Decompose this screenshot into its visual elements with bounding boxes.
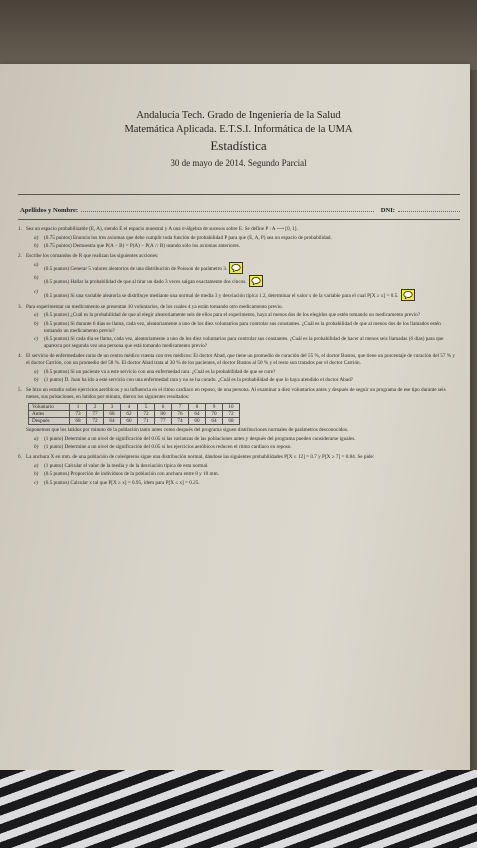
comment-bubble-icon[interactable] [229, 262, 243, 274]
question-note: Suponemos que los latidos por minuto de la población tanto antes como después del programa siguen distribuciones normales de parámetros desconocidos. [26, 427, 349, 433]
sub-label: b) [34, 275, 39, 281]
table-cell: 10 [223, 404, 240, 411]
sub-label: b) [34, 471, 39, 477]
table-cell: 4 [121, 404, 138, 411]
question-text: La anchura X en mm. de una población de coleópteros sigue una distribución normal, dándose las siguientes probabilidades P[X ≤ 12] = 0.7 y P[X ≥ 7] = 0.84. Se pide: [26, 454, 375, 460]
sub-text: (0.75 puntos) Enuncia los tres axiomas que debe cumplir toda función de probabilidad P para que (E, A, P) sea un espacio de probabilidad. [44, 234, 332, 241]
header-date: 30 de mayo de 2014. Segundo Parcial [170, 157, 307, 168]
question-text: Se hizo un estudio sobre ejercicios aeróbicos y su influencia en el ritmo cardiaco en reposo, de una persona. Al examinar a diez voluntarios antes y después de seguir un programa de ese tipo durante seis meses, sus pulsaciones, en latidos por minuto, dieron los siguientes resultados: [26, 387, 446, 400]
question-number: 6. [18, 454, 22, 460]
question-text: Escribe los comandos de R que realizan las siguientes acciones: [26, 253, 159, 259]
question-text: Para experimentar un medicamento se presentan 10 voluntarios, de los cuales 4 ya están tomando otro medicamento previo. [26, 303, 283, 310]
questions-section [18, 226, 458, 490]
background-top [0, 0, 477, 70]
sub-label: a) [34, 435, 39, 442]
sub-text: (0.5 puntos) Si durante 6 días se llama, cada vez, aleatoriamente a uno de los diez voluntarios para controlar sus constantes. ¿Cuál es la probabilidad de que al menos dos de los llamados estén tomando un medicamento previo? [44, 320, 441, 334]
sub-text: (0.5 puntos) Si cada día se llama, cada vez, aleatoriamente a uno de los diez voluntarios para controlar sus constantes. ¿Cuál es la probabilidad de hacer al menos seis llamadas (6 días) para que aparezca por segunda vez una persona que está tomando medicamento previo? [44, 336, 444, 349]
sub-text: (1 punto) Determine a un nivel de significación del 0.05 si las varianzas de las poblaciones antes y después del programa pueden considerarse iguales. [44, 435, 356, 442]
table-cell: 64 [206, 418, 223, 425]
question-number: 3. [18, 303, 22, 310]
divider-top [18, 194, 460, 195]
table-row-header: Después [29, 418, 70, 425]
table-cell: 68 [223, 418, 240, 425]
table-cell: 74 [172, 418, 189, 425]
dni-field[interactable] [398, 206, 460, 212]
table-row-header: Antes [29, 411, 70, 418]
dni-label: DNI: [380, 207, 395, 214]
table-cell: 77 [155, 418, 172, 425]
question-text: Sea un espacio probabilizable (E, A), siendo E el espacio muestral y A una σ-álgebra de sucesos sobre E. Se define P : A ⟶ [0, 1]. [26, 226, 298, 232]
table-row [29, 411, 240, 418]
sub-text: (0.5 puntos) Hallar la probabilidad de que al tirar un dado 3 veces salgan exactamente dos cincos. [44, 279, 247, 285]
sub-label: a) [34, 312, 39, 318]
name-field[interactable] [81, 206, 374, 212]
heart-rate-table [28, 403, 240, 425]
question-4 [18, 353, 458, 384]
name-label: Apellidos y Nombre: [20, 207, 79, 214]
table-cell: 3 [104, 404, 121, 411]
table-row [29, 404, 240, 411]
comment-bubble-icon[interactable] [401, 289, 415, 301]
sub-label: a) [34, 234, 39, 241]
striped-fabric [0, 770, 477, 848]
sub-label: b) [34, 377, 39, 383]
comment-bubble-icon[interactable] [249, 275, 263, 287]
table-cell: 60 [121, 418, 138, 425]
table-cell: 6 [155, 404, 172, 411]
table-cell: 71 [138, 418, 155, 425]
sub-label: c) [34, 288, 39, 295]
question-number: 2. [18, 253, 22, 259]
sub-label: b) [34, 444, 39, 450]
table-row-header: Voluntario [29, 404, 70, 411]
table-cell: 72 [223, 411, 240, 418]
sub-text: (1 punto) Calcular el valor de la media y de la desviación típica de esta normal. [44, 462, 209, 469]
sub-text: (1 punto) Determine a un nivel de significación del 0.05 si los ejercicios aeróbicos reducen el ritmo cardiaco en reposo. [44, 444, 292, 450]
question-5 [18, 387, 458, 451]
question-2 [18, 253, 458, 301]
sub-label: c) [34, 479, 39, 486]
sub-text: (0.5 puntos) Si una variable aleatoria se distribuye mediante una normal de media 3 y desviación típica 1.2, determinar el valor x de la variable para el cual P[X ≥ x] = 0.5. [44, 292, 399, 299]
header-department: Matemática Aplicada. E.T.S.I. Informática de la UMA [124, 124, 353, 136]
table-cell: 9 [206, 404, 223, 411]
table-cell: 64 [189, 411, 206, 418]
table-cell: 2 [87, 404, 104, 411]
question-number: 4. [18, 353, 22, 359]
divider-bottom [18, 219, 460, 220]
table-cell: 72 [87, 418, 104, 425]
table-cell: 70 [206, 411, 223, 418]
table-cell: 76 [172, 411, 189, 418]
sub-text: (0.5 puntos) Generar 5 valores aleatorios de una distribución de Poisson de parámetro 3. [44, 265, 228, 272]
table-cell: 77 [87, 411, 104, 418]
question-number: 1. [18, 226, 22, 232]
sub-text: (1 punto) D. Juan ha ido a este servicio con una enfermedad rara y no se ha curado. ¿Cuál es la probabilidad de que lo haya atendido el doctor Abad? [44, 377, 353, 383]
table-cell: 68 [70, 418, 87, 425]
question-3 [18, 304, 458, 351]
table-cell: 8 [189, 404, 206, 411]
question-6 [18, 454, 458, 487]
table-cell: 64 [104, 418, 121, 425]
sub-label: a) [34, 261, 39, 268]
sub-text: (0.75 puntos) Demuestra que P(A − B) = P(A) − P(A ∩ B) usando sólo los axiomas anteriores. [44, 243, 240, 249]
student-info-row [20, 206, 460, 214]
header-subject: Estadística [210, 138, 267, 154]
table-cell: 5 [138, 404, 155, 411]
sub-text: (0.5 puntos) Proporción de individuos de la población con anchura entre 8 y 10 mm. [44, 471, 219, 477]
question-text: El servicio de enfermedades raras de un centro médico cuenta con tres médicos: El doctor Abad, que tiene un promedio de curación del 55 %, el doctor Bustos, que tiene un porcentaje de curación del 57 % y el doctor Carrión, con un promedio del 58 %. El doctor Abad trata al 30 % de los pacientes, el doctor Bustos al 50 % y el resto son tratados por el doctor Carrión. [26, 353, 455, 366]
table-row [29, 418, 240, 425]
sub-label: a) [34, 462, 39, 469]
sub-label: b) [34, 243, 39, 249]
table-cell: 62 [121, 411, 138, 418]
table-cell: 73 [70, 411, 87, 418]
exam-header [0, 110, 477, 168]
table-cell: 80 [155, 411, 172, 418]
sub-label: c) [34, 336, 39, 342]
table-cell: 7 [172, 404, 189, 411]
sub-text: (0.5 puntos) Si un paciente va a este servicio con una enfermedad rara. ¿Cuál es la probabilidad de que se cure? [44, 368, 276, 375]
table-cell: 60 [189, 418, 206, 425]
question-1 [18, 226, 458, 250]
header-university: Andalucía Tech. Grado de Ingeniería de la Salud [136, 110, 341, 121]
sub-label: b) [34, 320, 39, 327]
sub-text: (0.5 puntos) Calcular x tal que P[X ≥ x] = 0.95, idem para P[X ≤ x] = 0.25. [44, 479, 200, 486]
sub-text: (0.5 puntos) ¿Cuál es la probabilidad de que al elegir aleatoriamente seis de ellos para el experimento, haya al menos dos de los elegidos que estén tomando un medicamento previo? [44, 312, 421, 318]
sub-label: a) [34, 368, 39, 375]
table-cell: 1 [70, 404, 87, 411]
question-number: 5. [18, 387, 22, 393]
table-cell: 72 [138, 411, 155, 418]
table-cell: 68 [104, 411, 121, 418]
